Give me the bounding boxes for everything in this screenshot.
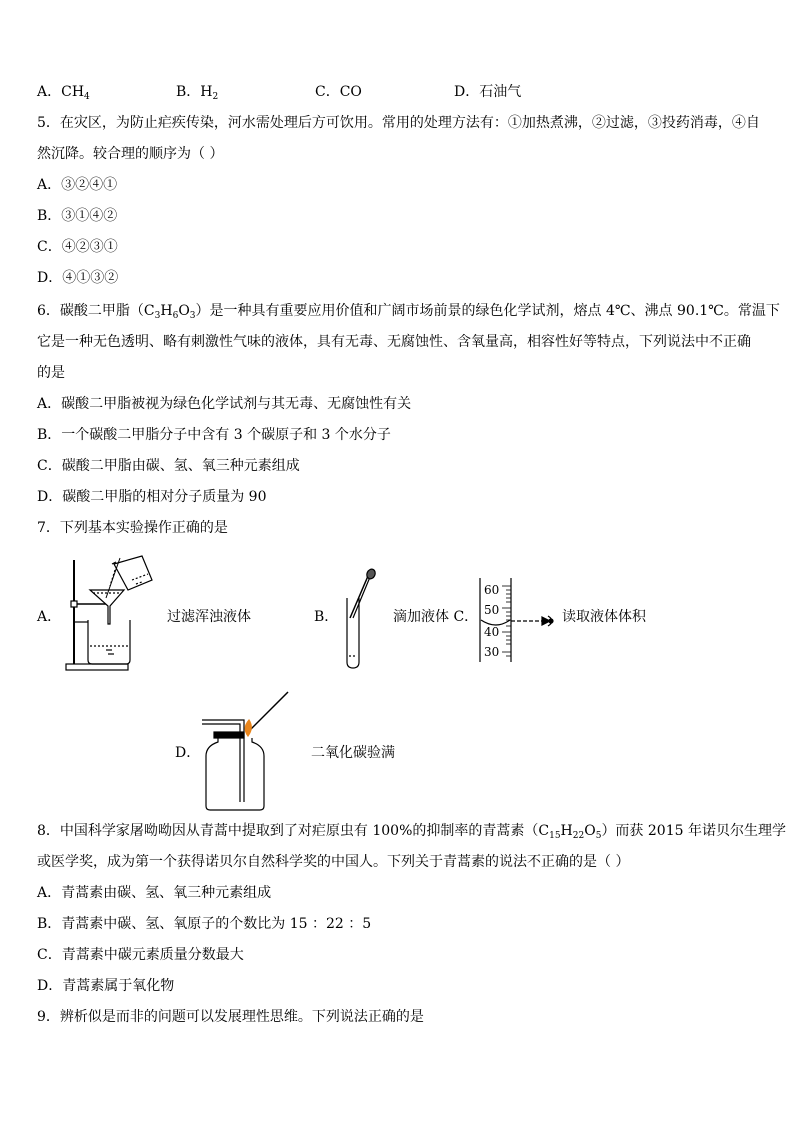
filtration-apparatus-figure bbox=[62, 550, 162, 675]
q7-option-a-letter: A． bbox=[37, 609, 62, 625]
cylinder-tick-40: 40 bbox=[484, 625, 500, 639]
q8-option-a: A．青蒿素由碳、氢、氧三种元素组成 bbox=[37, 885, 272, 901]
co2-bottle-figure bbox=[200, 690, 295, 812]
q5-option-c: C．④②③① bbox=[37, 239, 118, 255]
q5-option-d: D．④①③② bbox=[37, 270, 119, 286]
cylinder-tick-50: 50 bbox=[484, 603, 500, 617]
q8-option-d: D．青蒿素属于氧化物 bbox=[37, 978, 175, 994]
q5-stem-line2: 然沉降。较合理的顺序为（ ） bbox=[37, 146, 224, 162]
q7-stem: 7．下列基本实验操作正确的是 bbox=[37, 520, 228, 536]
q6-option-b: B．一个碳酸二甲脂分子中含有 3 个碳原子和 3 个水分子 bbox=[37, 427, 391, 443]
q7-option-a-caption: 过滤浑浊液体 bbox=[167, 609, 251, 625]
q6-stem-line1: 6．碳酸二甲脂$(C_3H_6O_3)$是一种具有重要应用价值和广阔市场前景的绿色化学试剂，熔点 4℃、沸点 90.1℃。常温下 bbox=[37, 303, 780, 321]
q7-option-d-letter: D． bbox=[175, 745, 201, 761]
q4-option-a: A．$CH_4$ bbox=[37, 84, 90, 102]
q9-stem: 9．辨析似是而非的问题可以发展理性思维。下列说法正确的是 bbox=[37, 1009, 424, 1025]
q6-option-d: D．碳酸二甲脂的相对分子质量为 90 bbox=[37, 489, 267, 505]
q6-stem-line2: 它是一种无色透明、略有刺激性气味的液体，具有无毒、无腐蚀性、含氧量高，相容性好等特点，下列说法中不正确 bbox=[37, 334, 751, 350]
q8-option-c: C．青蒿素中碳元素质量分数最大 bbox=[37, 947, 244, 963]
cylinder-tick-30: 30 bbox=[484, 645, 500, 659]
q4-option-d: D．石油气 bbox=[454, 84, 522, 100]
q8-stem-line2: 或医学奖，成为第一个获得诺贝尔自然科学奖的中国人。下列关于青蒿素的说法不正确的是（ ） bbox=[37, 854, 630, 870]
q7-option-b-caption: 滴加液体 C． bbox=[393, 609, 479, 625]
cylinder-tick-60: 60 bbox=[484, 583, 500, 597]
q5-option-b: B．③①④② bbox=[37, 208, 118, 224]
q6-option-a: A．碳酸二甲脂被视为绿色化学试剂与其无毒、无腐蚀性有关 bbox=[37, 396, 412, 412]
q7-option-d-caption: 二氧化碳验满 bbox=[311, 745, 395, 761]
q7-option-b-letter: B． bbox=[314, 609, 339, 625]
q6-option-c: C．碳酸二甲脂由碳、氢、氧三种元素组成 bbox=[37, 458, 300, 474]
q6-stem-line3: 的是 bbox=[37, 365, 65, 381]
q5-stem-line1: 5．在灾区，为防止疟疾传染，河水需处理后方可饮用。常用的处理方法有：①加热煮沸，②过滤，③投药消毒，④自 bbox=[37, 115, 760, 131]
q4-option-c: C．CO bbox=[315, 84, 362, 100]
q5-option-a: A．③②④① bbox=[37, 177, 118, 193]
q4-option-b: B．$H_2$ bbox=[176, 84, 219, 102]
dropper-test-tube-figure bbox=[340, 568, 380, 673]
q8-stem-line1: 8．中国科学家屠呦呦因从青蒿中提取到了对疟原虫有 100%的抑制率的青蒿素$(C_{15}H_{22}O_5)$而获 2015 年诺贝尔生理学 bbox=[37, 823, 786, 841]
q7-option-c-caption: 读取液体体积 bbox=[562, 609, 646, 625]
q8-option-b: B．青蒿素中碳、氢、氧原子的个数比为 15 ：22 ：5 bbox=[37, 916, 372, 932]
